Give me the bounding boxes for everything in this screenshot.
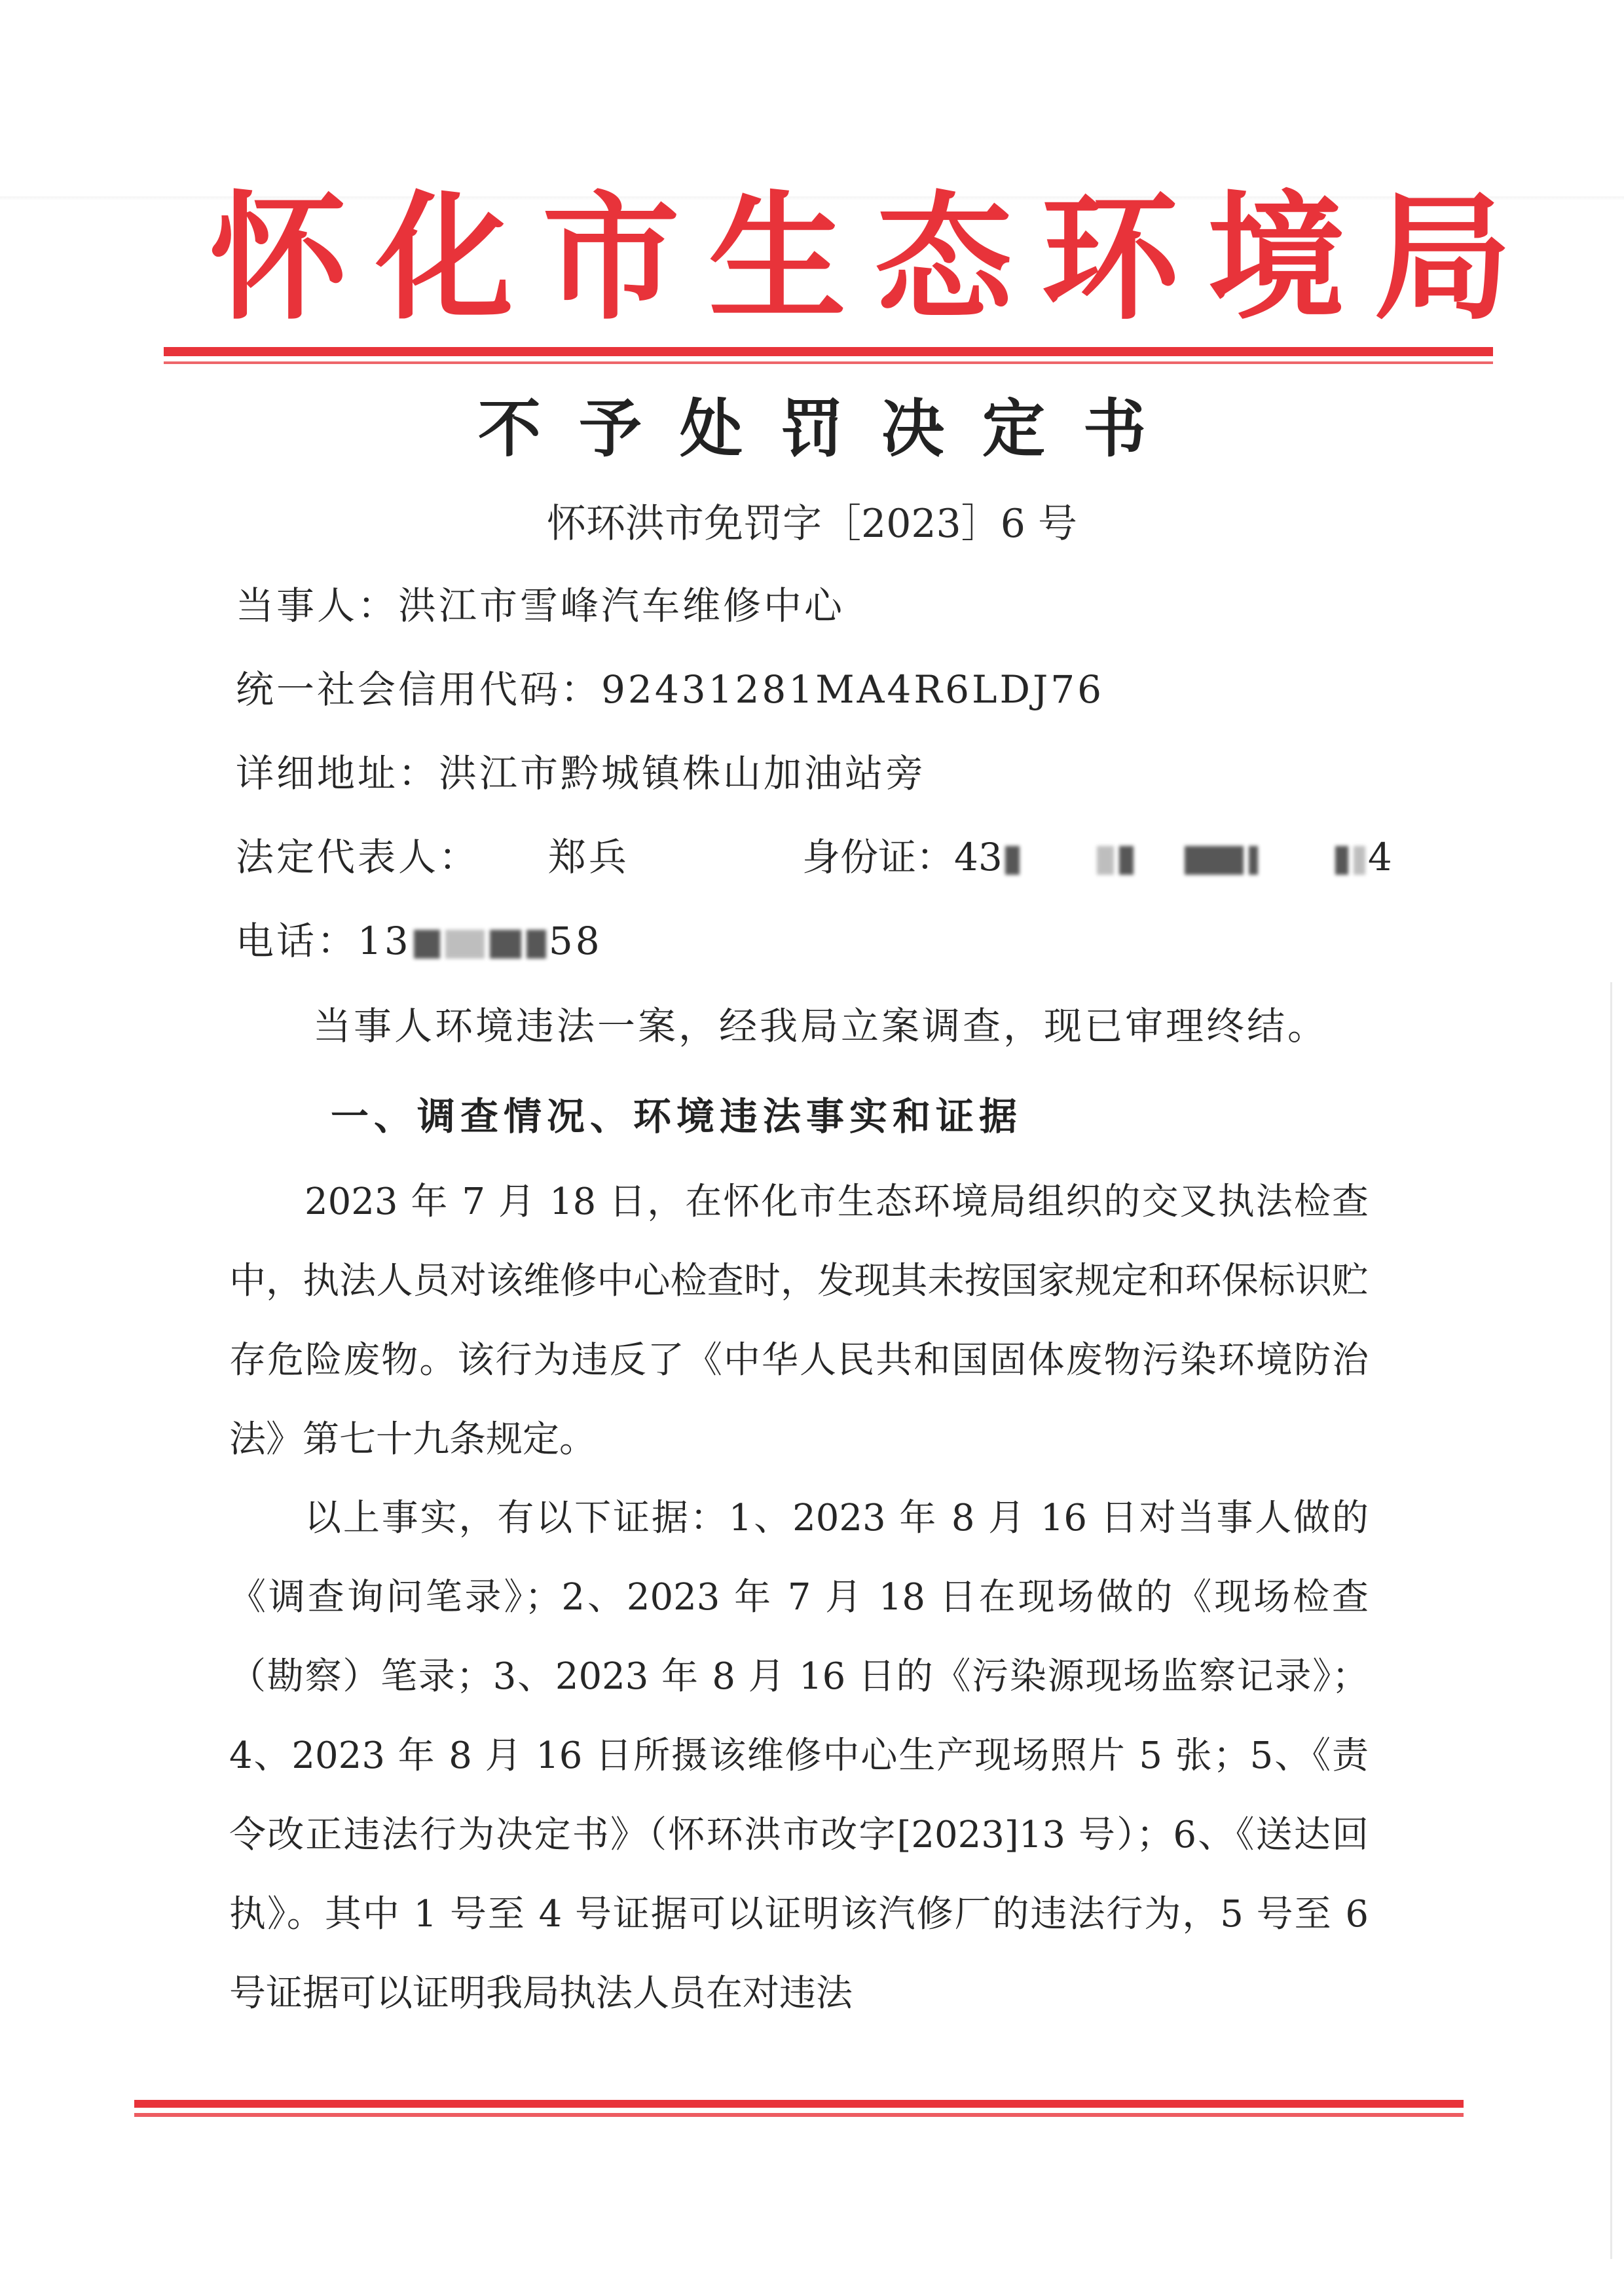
case-intro: 当事人环境违法一案，经我局立案调查，现已审理终结。 <box>313 1004 1329 1048</box>
credit-code-line <box>236 660 1104 719</box>
phone-suffix: 58 <box>548 919 602 963</box>
phone-prefix: 13 <box>358 919 411 963</box>
id-redaction <box>1354 846 1365 875</box>
header-red-rule <box>164 347 1493 356</box>
id-redaction <box>1005 846 1020 875</box>
phone-redaction <box>445 930 485 959</box>
issuing-organization-header: 怀化市生态环境局 <box>210 178 1541 339</box>
header-red-rule-thin <box>164 361 1493 364</box>
phone-redaction <box>490 930 521 959</box>
document-number: 怀环洪市免罚字［2023］6 号 <box>547 501 1077 547</box>
id-redaction <box>1335 846 1348 875</box>
address: 洪江市黔城镇株山加油站旁 <box>439 751 927 796</box>
id-redaction <box>1097 846 1114 875</box>
legal-representative-line <box>236 828 629 887</box>
legal-representative-name: 郑兵 <box>547 835 629 879</box>
footer-red-rule <box>134 2100 1464 2108</box>
document-title: 不予处罚决定书 <box>478 392 1184 466</box>
phone-label: 电话： <box>236 919 358 963</box>
id-suffix: 4 <box>1367 835 1392 879</box>
section-heading-investigation: 一、调查情况、环境违法事实和证据 <box>331 1094 1023 1139</box>
address-label: 详细地址： <box>236 751 439 796</box>
address-line <box>236 744 926 803</box>
credit-code: 92431281MA4R6LDJ76 <box>601 667 1105 712</box>
party-name-label: 当事人： <box>236 583 399 628</box>
paragraph-evidence: 以上事实，有以下证据：1、2023 年 8 月 16 日对当事人做的《调查询问笔录》；2、2023 年 7 月 18 日在现场做的《现场检查（勘察）笔录；3、2023 年 8 月 16 日的《污染源现场监察记录》；4、2023 年 8 月 16 日所摄该维修中心生产现场照片 5 张；5、《责令改正违法行为决定书》（怀环洪市改字[2023]13 号）；6、《送达回执》。其中 1 号至 4 号证据可以证明该汽修厂的违法行为，5 号至 6 号证据可以证明我局执法人员在对违法 <box>229 1497 1369 2015</box>
id-prefix: 43 <box>954 835 1003 879</box>
id-redaction <box>1119 846 1134 875</box>
credit-code-label: 统一社会信用代码： <box>236 667 602 712</box>
id-redaction <box>1185 846 1244 875</box>
phone-line <box>236 911 602 970</box>
scan-edge <box>1610 982 1612 2259</box>
footer-red-rule-thin <box>134 2113 1464 2117</box>
phone-redaction <box>526 930 546 959</box>
id-label: 身份证： <box>802 835 955 879</box>
party-name-line <box>236 576 845 635</box>
party-name: 洪江市雪峰汽车维修中心 <box>398 583 845 628</box>
paragraph-violation-facts: 2023 年 7 月 18 日，在怀化市生态环境局组织的交叉执法检查中，执法人员对该维修中心检查时，发现其未按国家规定和环保标识贮存危险废物。该行为违反了《中华人民共和国固体废物污染环境防治法》第七十九条规定。 <box>229 1181 1369 1461</box>
legal-representative-label: 法定代表人： <box>236 835 480 879</box>
id-redaction <box>1249 846 1258 875</box>
phone-redaction <box>414 930 440 959</box>
id-number-line <box>802 828 1392 887</box>
